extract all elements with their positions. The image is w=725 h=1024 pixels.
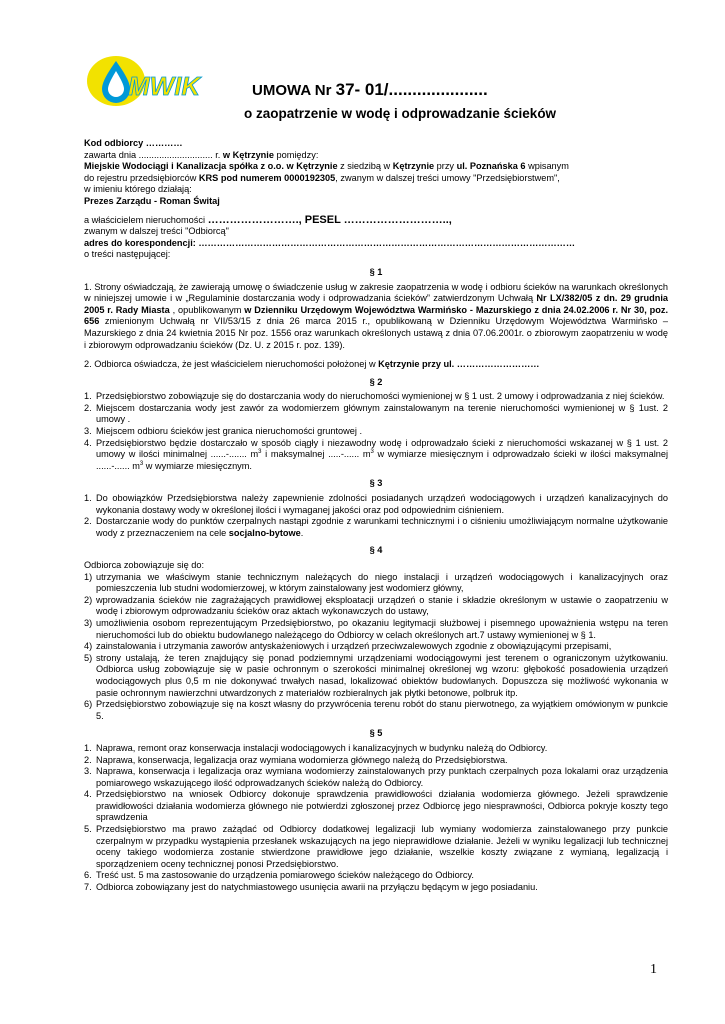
list-item: 1. Przedsiębiorstwo zobowiązuje się do dostarczania wody do nieruchomości wymienionej w § 1 ust. 2 umowy i odprowadzania z niej ścieków. xyxy=(84,391,665,402)
list-item: 4) zainstalowania i utrzymania zaworów antyskażeniowych i urządzeń przeciwzalewowych zgodnie z obowiązującymi przepisami, xyxy=(84,641,612,652)
list-item: 4. Przedsiębiorstwo na wniosek Odbiorcy dokonuje sprawdzenia prawidłowości działania wodomierza głównego. Jeżeli sprawdzenie prawidłowości działania wodomierza głównego nie potwierdzi zgłoszonej przez Odbiorcę jego niesprawności, Odbiorca pokryje koszty tego sprawdzenia xyxy=(84,789,668,823)
list-item: 5. Przedsiębiorstwo ma prawo zażądać od Odbiorcy dodatkowej legalizacji lub wymiany wodomierza zainstalowanego przy punkcie czerpalnym w przypadku wystąpienia przesłanek wskazujących na jego nieprawidłowe działanie. Jeżeli w wyniku legalizacji lub technicznej oceny takiego wodomierza zostanie stwierdzone prawidłowe jego działanie, wszelkie koszty związane z wymianą, legalizacją i sporządzeniem oceny technicznej ponosi Przedsiębiorstwo. xyxy=(84,824,668,869)
section-3-list xyxy=(84,493,668,539)
list-item: 1) utrzymania we właściwym stanie technicznym należących do niego instalacji i urządzeń wodociągowych i kanalizacyjnych oraz pomieszczenia lub studni wodomierzowej, w którym zainstalowany jest wodomierz główny, xyxy=(84,571,668,594)
list-item: 6) Przedsiębiorstwo zobowiązuje się na koszt własny do przywrócenia terenu robót do stanu pierwotnego, za wyjątkiem omówionym w punkcie 5. xyxy=(84,699,668,721)
list-item: 3) umożliwienia osobom reprezentującym Przedsiębiorstwo, po okazaniu legitymacji służbowej i pisemnego upoważnienia wstępu na teren nieruchomości lub do obiektu budowlanego należącego do Odbiorcy w celach określonych art.7 ustawy wymienionej w § 1. xyxy=(84,617,668,640)
customer-alias-line: zwanym w dalszej treści "Odbiorcą" xyxy=(84,226,229,237)
list-item: 2) wprowadzania ścieków nie zagrażających prawidłowej eksploatacji urządzeń o stanie i składzie określonym w ustawie o zaopatrzeniu w wodę i zbiorowym odprowadzaniu ścieków oraz aktach wykonawczych do ustawy, xyxy=(84,594,668,617)
concluded-line: zawarta dnia ............................. r. w Kętrzynie pomiędzy: xyxy=(84,149,319,160)
list-item: 5) strony ustalają, że teren znajdujący się ponad podziemnymi urządzeniami wodociągowymi jest terenem o ograniczonym użytkowaniu. Odbiorca usług zobowiązuje się w pasie ochronnym o szerokości minimalnej określonej wg wzoru: głębokość posadowienia urządzeń wodociągowych plus 0,5 m nie dokonywać trwałych nasad, lokalizować obiektów budowlanych. Dopuszcza się możliwość wykonania w pasie ochronnym nawierzchni utwardzonych z materiałów rozbieralnych jak płytki betonowe, polbruk itp. xyxy=(84,652,668,698)
section-4-list xyxy=(84,572,668,723)
contract-body xyxy=(84,138,668,894)
section-3-title: § 3 xyxy=(369,478,383,489)
list-item: 6. Treść ust. 5 ma zastosowanie do urządzenia pomiarowego ścieków należącego do Odbiorcy. xyxy=(84,870,474,881)
company-line: Miejskie Wodociągi i Kanalizacja spółka z o.o. w Kętrzynie z siedzibą w Kętrzynie przy ul. Poznańska 6 wpisanym xyxy=(84,161,569,172)
president-line: Prezes Zarządu - Roman Świtaj xyxy=(84,195,220,206)
list-item: 2. Naprawa, konserwacja, legalizacja oraz wymiana wodomierza głównego należą do Przedsiębiorstwa. xyxy=(84,754,508,765)
section-1-point-2: 2. Odbiorca oświadcza, że jest właścicielem nieruchomości położonej w Kętrzynie przy ul. ……………………… xyxy=(84,359,540,370)
owner-line: a właścicielem nieruchomości ……………………., PESEL ……………………….., xyxy=(84,213,452,226)
section-4-intro: Odbiorca zobowiązuje się do: xyxy=(84,560,205,570)
contract-header xyxy=(84,138,668,261)
krs-line: do rejestru przedsiębiorców KRS pod numerem 0000192305, zwanym w dalszej treści umowy "Przedsiębiorstwem", xyxy=(84,172,560,183)
page-number: 1 xyxy=(650,962,657,977)
section-5-title: § 5 xyxy=(369,728,383,739)
list-item: 2. Miejscem dostarczania wody jest zawór za wodomierzem głównym zainstalowanym na terenie nieruchomości wymienionej w § 1ust. 2 umowy . xyxy=(84,402,668,425)
list-item: 1. Do obowiązków Przedsiębiorstwa należy zapewnienie zdolności posiadanych urządzeń wodociągowych i urządzeń kanalizacyjnych do wykonania dostawy wody w określonej ilości i wymaganej jakości oraz pod odpowiednim ciśnieniem. xyxy=(84,493,668,515)
section-1-title: § 1 xyxy=(369,266,383,277)
customer-code: Kod odbiorcy ………… xyxy=(84,138,183,148)
section-1-point-1: 1. Strony oświadczają, że zawierają umowę o świadczenie usług w zakresie zaopatrzenia w wodę i odbioru ścieków na warunkach określonych w niniejszej umowie i w „Regulaminie dostarczania wody i odprowadzania ścieków” zatwierdzonym Uchwałą Nr LX/382/05 z dn. 29 grudnia 2005 r. Rady Miasta , opublikowanym w Dzienniku Urzędowym Województwa Warmińsko - Mazurskiego z dnia 24.02.2006 r. Nr 30, poz. 656 zmienionym Uchwałą nr VII/53/15 z dnia 26 marca 2015 r., opublikowaną w Dzienniku Urzędowym Województwa Warmińsko – Mazurskiego z dnia 24 kwietnia 2015 Nr poz. 1556 oraz warunkach określonych ustawą z dnia 07.06.2001r. o zbiorowym zaopatrzeniu w wodę i zbiorowym odprowadzaniu ścieków (Dz. U. z 2015 r. poz. 139). xyxy=(84,281,668,350)
list-item: 3. Miejscem odbioru ścieków jest granica nieruchomości gruntowej . xyxy=(84,426,363,437)
document-subtitle: o zaopatrzenie w wodę i odprowadzanie ścieków xyxy=(244,106,557,121)
on-behalf-line: w imieniu którego działają: xyxy=(84,184,192,195)
section-5-list xyxy=(84,743,668,894)
section-4-title: § 4 xyxy=(369,545,383,556)
company-logo xyxy=(86,55,206,107)
following-content-line: o treści następującej: xyxy=(84,249,171,260)
document-title: UMOWA Nr 37- 01/..................... xyxy=(252,80,488,99)
list-item: 1. Naprawa, remont oraz konserwacja instalacji wodociągowych i kanalizacyjnych w budynku należą do Odbiorcy. xyxy=(84,742,548,753)
logo-text: MWIK xyxy=(128,71,201,101)
list-item: 7. Odbiorca zobowiązany jest do natychmiastowego usunięcia awarii na przyłączu będącym w jego posiadaniu. xyxy=(84,882,538,893)
section-2-list xyxy=(84,391,668,472)
list-item: 4. Przedsiębiorstwo będzie dostarczało w sposób ciągły i niezawodny wodę i odprowadzało ścieki z nieruchomości wskazanej w § 1 ust. 2 umowy w ilości minimalnej ......-....... $m^3$ i maksymalnej .....-...... $m^3$ w wymiarze miesięcznym i odprowadzało ścieki w ilości maksymalnej ......-...... $m^3$ w wymiarze miesięcznym. xyxy=(84,437,668,471)
section-2-title: § 2 xyxy=(369,376,383,387)
list-item: 2. Dostarczanie wody do punktów czerpalnych nastąpi zgodnie z warunkami technicznymi i o ciśnieniu umożliwiającym normalne użytkowanie wody z przeznaczeniem na cele socjalno-bytowe. xyxy=(84,516,668,538)
correspondence-line: adres do korespondencji: …………………………………………………………………………………………………………… xyxy=(84,237,576,248)
list-item: 3. Naprawa, konserwacja i legalizacja oraz wymiana wodomierzy zainstalowanych przy punktach czerpalnych poza lokalami oraz urządzenia pomiarowego wskazującego ilość odprowadzanych ścieków należą do Odbiorcy. xyxy=(84,766,668,788)
